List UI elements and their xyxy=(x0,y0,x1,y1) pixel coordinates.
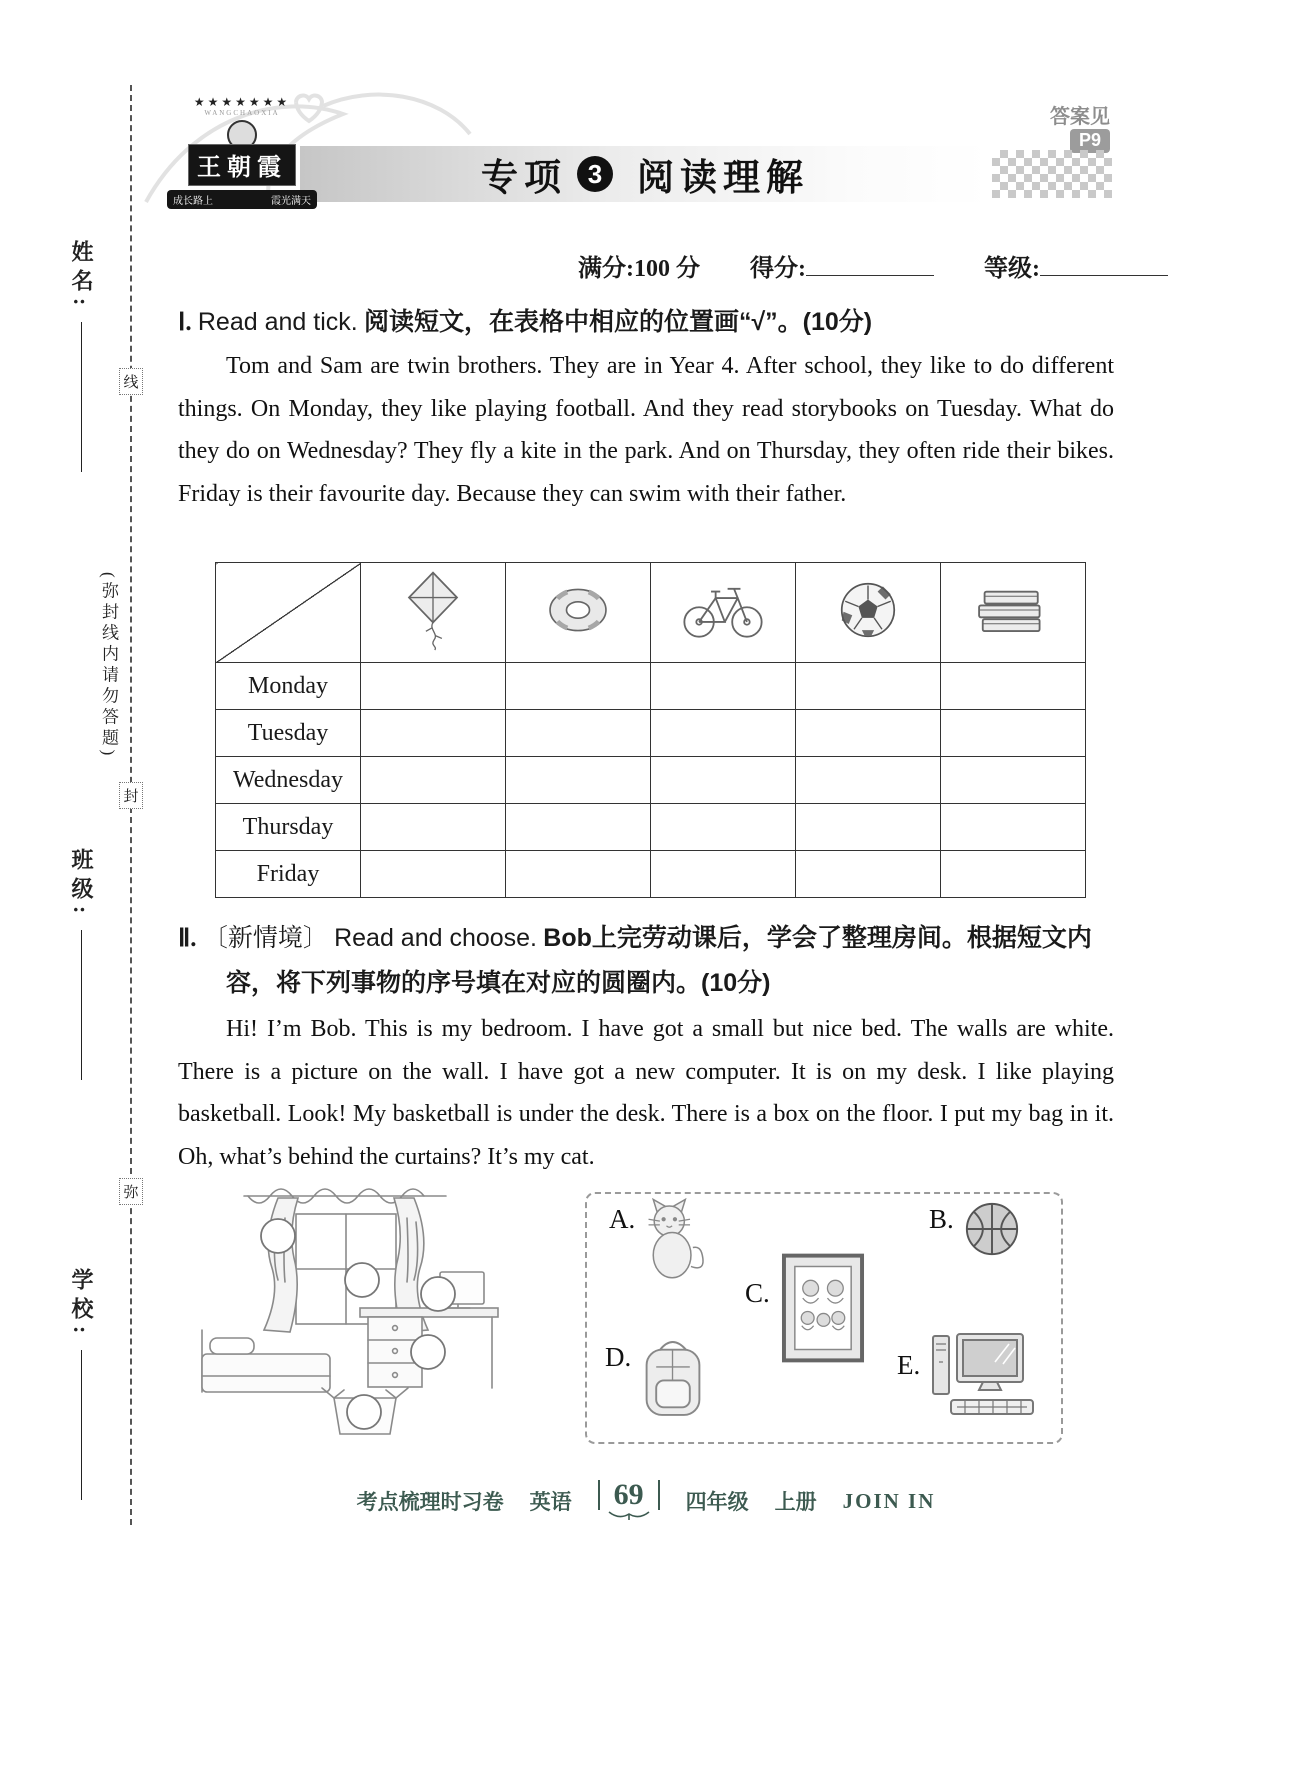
class-blank[interactable] xyxy=(81,930,82,1080)
tick-cell[interactable] xyxy=(506,663,651,710)
brand-logo xyxy=(163,95,321,209)
column-books xyxy=(941,563,1086,663)
tick-cell[interactable] xyxy=(796,663,941,710)
school-blank[interactable] xyxy=(81,1350,82,1500)
item-label-e: E. xyxy=(897,1350,921,1380)
footer-series: 考点梳理时习卷 xyxy=(356,1490,504,1514)
ribbon-left-text: 成长路上 xyxy=(173,196,213,207)
bicycle-icon xyxy=(677,577,769,643)
brand-ribbon xyxy=(167,190,317,209)
bag-icon xyxy=(637,1332,709,1424)
tick-cell[interactable] xyxy=(941,804,1086,851)
football-icon xyxy=(833,575,903,645)
new-context-tag: 〔新情境〕 xyxy=(202,925,328,952)
cat-icon xyxy=(641,1198,707,1282)
name-blank[interactable] xyxy=(81,322,82,472)
answer-circle-4[interactable] xyxy=(411,1335,445,1369)
answer-page-badge: P9 xyxy=(1070,129,1110,153)
section1-heading xyxy=(178,300,1118,345)
page-number-emblem xyxy=(598,1480,660,1522)
day-label: Wednesday xyxy=(216,757,361,804)
class-field xyxy=(66,848,97,1080)
tick-cell[interactable] xyxy=(796,851,941,898)
ribbon-right-text: 霞光满天 xyxy=(271,196,311,207)
tick-cell[interactable] xyxy=(941,757,1086,804)
tick-cell[interactable] xyxy=(651,710,796,757)
title-prefix: 专项 xyxy=(481,157,567,198)
day-label: Tuesday xyxy=(216,710,361,757)
section1-heading-zh: 阅读短文，在表格中相应的位置画“√”。(10分) xyxy=(363,308,873,336)
score-label: 得分: xyxy=(750,256,806,282)
tick-cell[interactable] xyxy=(941,851,1086,898)
page-footer xyxy=(178,1480,1114,1522)
tick-cell[interactable] xyxy=(651,663,796,710)
section2-number: Ⅱ. xyxy=(178,925,197,952)
section1-number: Ⅰ. xyxy=(178,309,192,336)
item-label-b: B. xyxy=(929,1204,954,1234)
grade-label: 等级: xyxy=(984,256,1040,282)
school-label: 学校: xyxy=(69,1268,94,1341)
section2-heading-en: Read and choose. xyxy=(334,924,538,952)
section2-heading-zh: Bob上完劳动课后，学会了整理房间。根据短文内容，将下列事物的序号填在对应的圆圈内。(10分) xyxy=(226,924,1092,997)
answer-circle-3[interactable] xyxy=(421,1277,455,1311)
books-icon xyxy=(971,577,1055,643)
answer-reference xyxy=(1000,100,1110,153)
bedroom-illustration xyxy=(192,1180,522,1445)
name-label: 姓名: xyxy=(69,240,94,313)
tick-cell[interactable] xyxy=(651,851,796,898)
answer-circle-2[interactable] xyxy=(345,1263,379,1297)
computer-icon xyxy=(931,1328,1041,1428)
footer-brand: JOIN IN xyxy=(842,1488,936,1513)
stars-decoration: ★★★★★★★ xyxy=(193,95,291,109)
page-number: 69 xyxy=(598,1480,660,1510)
item-label-c: C. xyxy=(745,1278,770,1308)
item-label-a: A. xyxy=(609,1204,636,1234)
tick-cell[interactable] xyxy=(796,804,941,851)
footer-subject: 英语 xyxy=(529,1490,572,1514)
marker-mi: 弥 xyxy=(119,1178,143,1205)
diagonal-header-cell xyxy=(216,563,361,663)
answer-circle-1[interactable] xyxy=(261,1219,295,1253)
tick-cell[interactable] xyxy=(506,710,651,757)
day-label: Friday xyxy=(216,851,361,898)
basketball-icon xyxy=(963,1200,1021,1258)
footer-volume: 上册 xyxy=(774,1490,817,1514)
section2-passage: Hi! I’m Bob. This is my bedroom. I have got a small but nice bed. The walls are white. There is a picture on the wall. I have got a new computer. It is on my desk. I like playing basketball. Look! My basketball is under the desk. There is a box on the floor. I put my bag in it. Oh, what’s behind the curtains? It’s my cat. xyxy=(178,1016,1114,1170)
column-swim-ring xyxy=(506,563,651,663)
grade-blank[interactable] xyxy=(1040,252,1168,276)
section1-heading-en: Read and tick. xyxy=(197,308,358,336)
day-label: Thursday xyxy=(216,804,361,851)
answer-circle-5[interactable] xyxy=(347,1395,381,1429)
full-score-label: 满分:100 分 xyxy=(578,256,700,282)
column-football xyxy=(796,563,941,663)
school-field xyxy=(66,1268,97,1500)
reading-tick-table xyxy=(215,562,1086,898)
tick-cell[interactable] xyxy=(361,804,506,851)
tick-cell[interactable] xyxy=(361,757,506,804)
checker-decoration xyxy=(992,150,1112,198)
swim-ring-icon xyxy=(537,573,619,647)
tick-cell[interactable] xyxy=(941,710,1086,757)
page-title: 阅读理解 xyxy=(637,157,809,198)
brand-latin-text: WANGCHAOXIA xyxy=(204,109,280,117)
marker-seal: 封 xyxy=(119,782,143,809)
tick-cell[interactable] xyxy=(941,663,1086,710)
name-field xyxy=(66,240,97,472)
page-title-banner xyxy=(300,146,990,202)
tick-cell[interactable] xyxy=(506,804,651,851)
tick-cell[interactable] xyxy=(796,710,941,757)
marker-line: 线 xyxy=(119,368,143,395)
open-book-icon xyxy=(606,1510,652,1522)
brand-name: 王朝霞 xyxy=(188,144,296,186)
tick-cell[interactable] xyxy=(506,757,651,804)
kite-icon xyxy=(393,568,473,652)
score-line xyxy=(578,248,1168,283)
options-box xyxy=(585,1192,1063,1444)
tick-cell[interactable] xyxy=(506,851,651,898)
picture-icon xyxy=(781,1252,865,1364)
score-blank[interactable] xyxy=(806,252,934,276)
tick-cell[interactable] xyxy=(651,757,796,804)
item-label-d: D. xyxy=(605,1342,632,1372)
column-bicycle xyxy=(651,563,796,663)
section1-passage: Tom and Sam are twin brothers. They are in Year 4. After school, they like to do different things. On Monday, they like playing football. And they read storybooks on Tuesday. What do they do on Wednesday? They fly a kite in the park. And on Thursday, they often ride their bikes. Friday is their favourite day. Because they can swim with their father. xyxy=(178,353,1114,507)
tick-cell[interactable] xyxy=(796,757,941,804)
tick-cell[interactable] xyxy=(361,851,506,898)
column-kite xyxy=(361,563,506,663)
tick-cell[interactable] xyxy=(361,663,506,710)
title-number-badge: 3 xyxy=(577,156,613,192)
day-label: Monday xyxy=(216,663,361,710)
footer-grade: 四年级 xyxy=(685,1490,749,1514)
tick-cell[interactable] xyxy=(361,710,506,757)
tick-cell[interactable] xyxy=(651,804,796,851)
class-label: 班级: xyxy=(69,848,94,921)
answer-note-text: 答案见 xyxy=(1050,106,1110,128)
section2-heading xyxy=(178,916,1118,1006)
seal-note: (弥封线内请勿答题) xyxy=(99,572,118,760)
